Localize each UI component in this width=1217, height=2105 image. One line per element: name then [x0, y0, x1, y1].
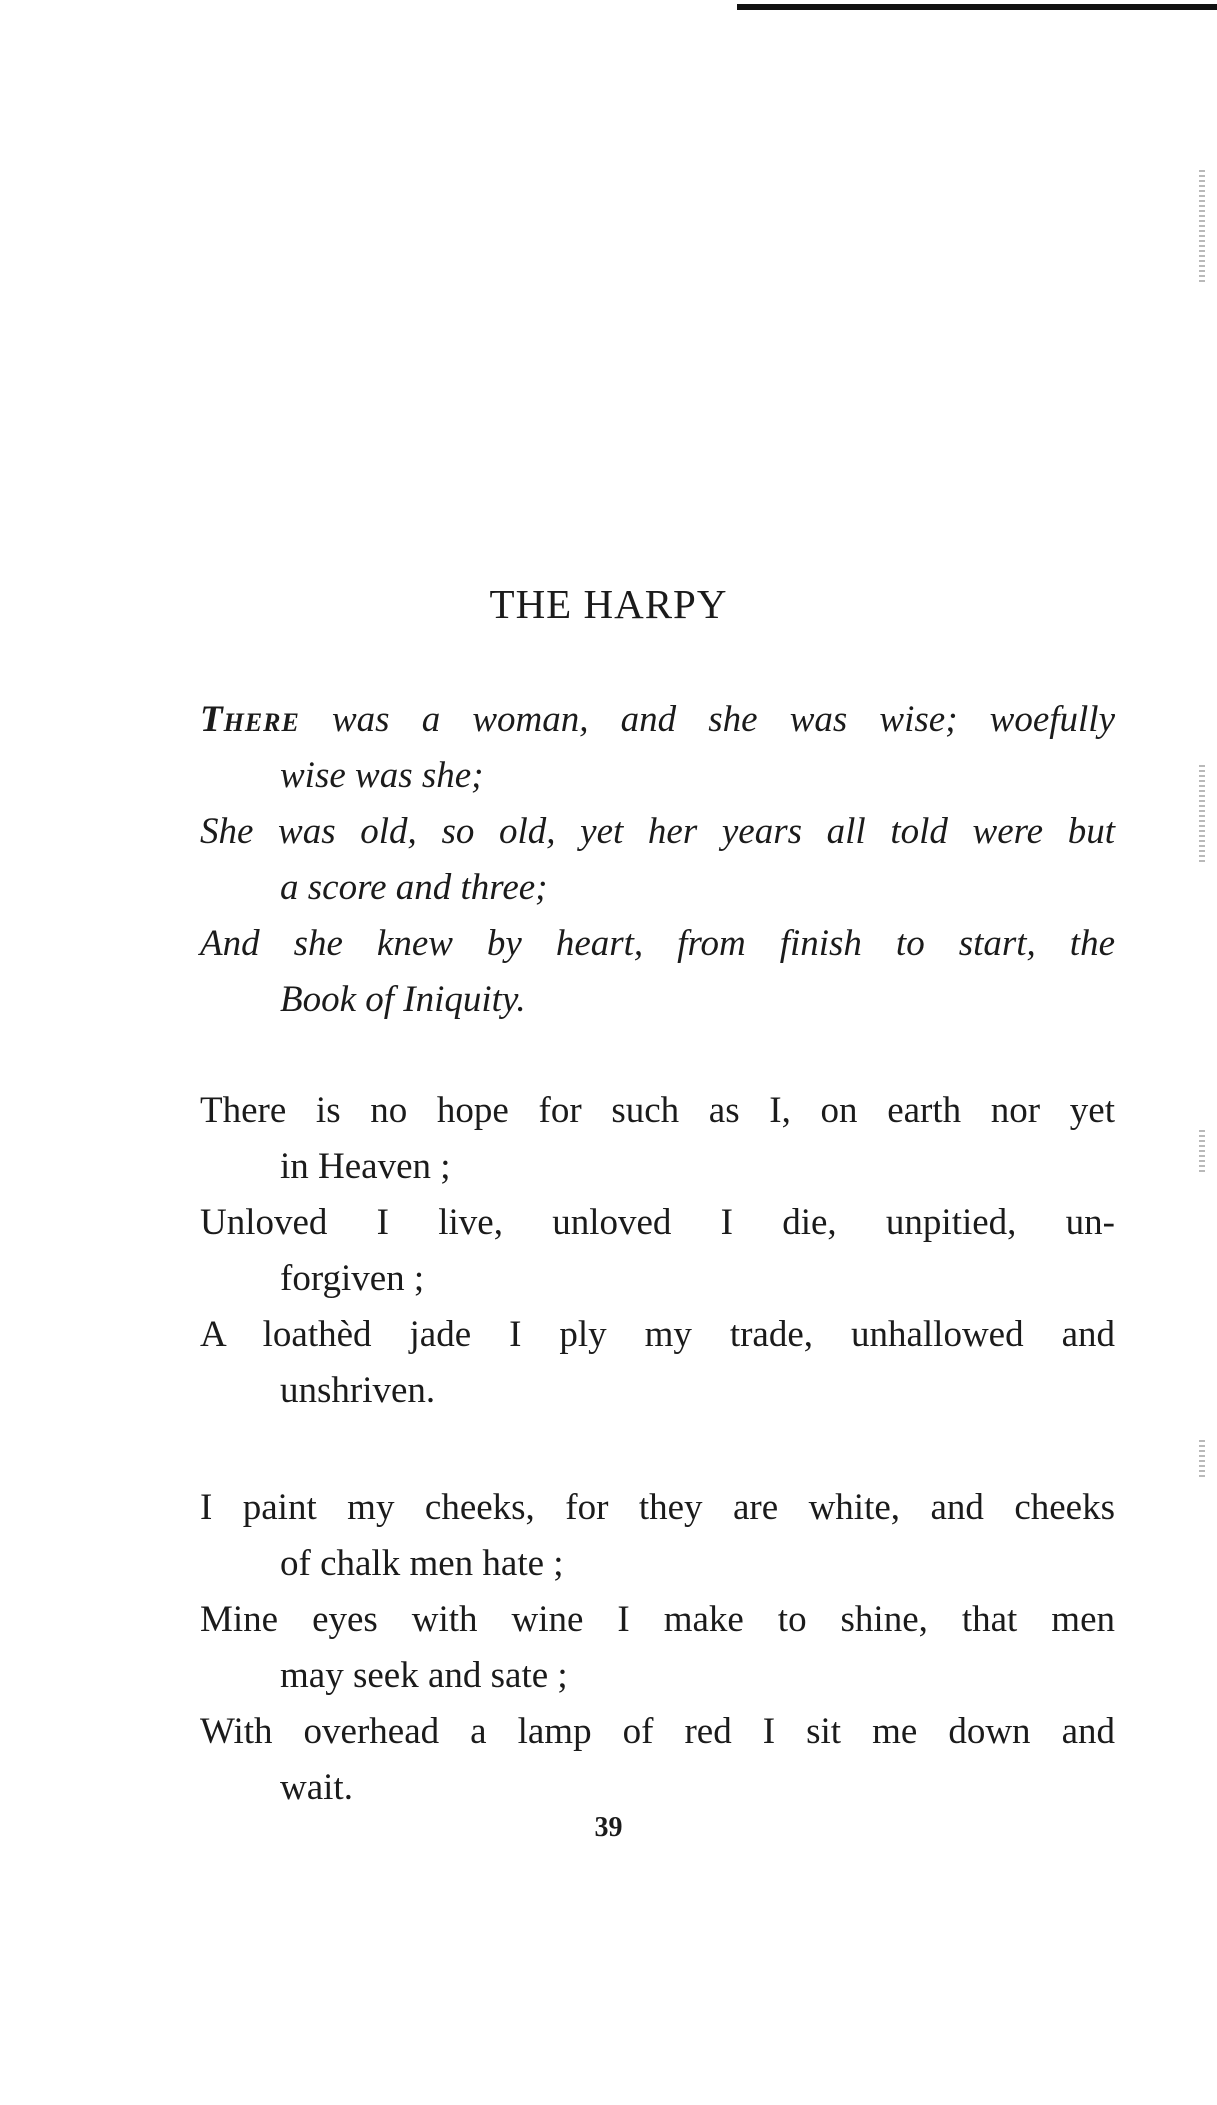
- page-edge-mark: [1199, 170, 1205, 285]
- verse-line-text: was a woman, and she was wise; woefully: [332, 699, 1116, 740]
- page-edge-mark: [1199, 1130, 1205, 1175]
- stanza-3: [200, 1480, 1115, 1816]
- verse-line-continuation: wait.: [280, 1767, 353, 1808]
- verse-line-continuation: in Heaven ;: [280, 1146, 451, 1187]
- verse-line-continuation: a score and three;: [280, 867, 548, 908]
- opening-word: There: [200, 699, 300, 740]
- poem-title: THE HARPY: [489, 581, 728, 627]
- verse-line-text: A loathèd jade I ply my trade, unhallowed and: [200, 1314, 1115, 1355]
- verse-line-text: Mine eyes with wine I make to shine, that men: [200, 1599, 1115, 1640]
- verse-line-text: And she knew by heart, from finish to start, the: [200, 923, 1115, 964]
- verse-line: [200, 692, 1115, 804]
- verse-line-continuation: of chalk men hate ;: [280, 1543, 564, 1584]
- verse-line: [200, 916, 1115, 1028]
- page-number: 39: [594, 1812, 623, 1843]
- verse-line-continuation: wise was she;: [280, 755, 484, 796]
- verse-line-continuation: may seek and sate ;: [280, 1655, 568, 1696]
- verse-line: [200, 1083, 1115, 1195]
- verse-line-text: She was old, so old, yet her years all told were but: [200, 811, 1115, 852]
- verse-line: [200, 804, 1115, 916]
- page-edge-mark: [1199, 765, 1205, 865]
- verse-line: [200, 1592, 1115, 1704]
- verse-line-text: Unloved I live, unloved I die, unpitied, un-: [200, 1202, 1115, 1243]
- verse-line-text: I paint my cheeks, for they are white, and cheeks: [200, 1487, 1115, 1528]
- verse-line-continuation: Book of Iniquity.: [280, 979, 526, 1020]
- verse-line-continuation: unshriven.: [280, 1370, 436, 1411]
- verse-line: [200, 1195, 1115, 1307]
- verse-line-text: There is no hope for such as I, on earth nor yet: [200, 1090, 1115, 1131]
- verse-line: [200, 1704, 1115, 1816]
- top-edge-rule: [737, 4, 1217, 10]
- stanza-1: [200, 692, 1115, 1028]
- verse-line: [200, 1480, 1115, 1592]
- stanza-2: [200, 1083, 1115, 1419]
- page-edge-mark: [1199, 1440, 1205, 1480]
- verse-line-continuation: forgiven ;: [280, 1258, 425, 1299]
- verse-line-text: With overhead a lamp of red I sit me down and: [200, 1711, 1115, 1752]
- verse-line: [200, 1307, 1115, 1419]
